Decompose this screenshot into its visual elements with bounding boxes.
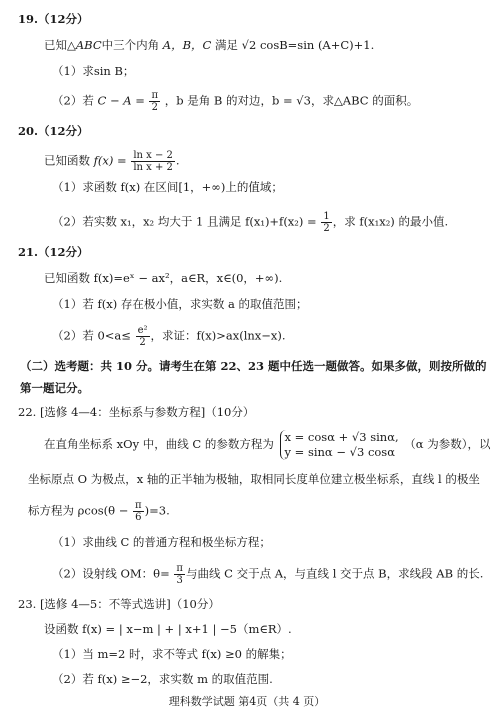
fraction-pi-over-6: $\frac{\pi}{6}$ <box>135 500 142 523</box>
section-elective-intro-line2: 第一题记分。 <box>20 381 89 395</box>
page-footer: 理科数学试题 第4页（共 4 页） <box>168 695 326 708</box>
fraction-e2-over-2: $\frac{\text{e²}}{2}$ <box>137 325 148 348</box>
q23-header: 23. [选修 4—5：不等式选讲]（10分） <box>18 597 220 611</box>
q20-part1: （1）求函数 f(x) 在区间[1，+∞)上的值域； <box>52 180 283 194</box>
q21-header: 21.（12分） <box>18 245 89 259</box>
parametric-system: x = cosα + √3 sinα, y = sinα − √3 cosα <box>280 430 399 460</box>
q20-header: 20.（12分） <box>18 124 89 138</box>
fraction-one-half: $\frac{1}{2}$ <box>323 211 330 234</box>
q22-stem-line2: 坐标原点 O 为极点，x 轴的正半轴为极轴，取相同长度单位建立极坐标系，直线 l 的极坐 <box>28 472 480 486</box>
fraction-pi-over-3: $\frac{\pi}{3}$ <box>176 563 183 586</box>
fraction-lnx: $\frac{\text{ln x − 2}}{\text{ln x + 2}}$ <box>133 150 173 173</box>
q23-part2: （2）若 f(x) ≥−2，求实数 m 的取值范围. <box>52 672 273 686</box>
q23-part1: （1）当 m=2 时，求不等式 f(x) ≥0 的解集； <box>52 647 292 661</box>
q21-part1: （1）若 f(x) 存在极小值，求实数 a 的取值范围； <box>52 297 308 311</box>
q21-stem: 已知函数 f(x)=eˣ − ax²，a∈R，x∈(0，+∞). <box>44 271 283 285</box>
q21-part2: （2）若 0<a≤ $\frac{\text{e²}}{2}$ ，求证：f(x)>ax(lnx−x). <box>52 325 286 348</box>
q19-stem: 已知△ABC中三个内角 A，B，C 满足 √2 cosB=sin (A+C)+1. <box>44 38 375 52</box>
q20-stem: 已知函数 f(x) = $\frac{\text{ln x − 2}}{\text{ln x + 2}}$ . <box>44 150 180 173</box>
q22-part2: （2）设射线 OM：θ= $\frac{\pi}{3}$ 与曲线 C 交于点 A，与直线 l 交于点 B，求线段 AB 的长. <box>52 563 484 586</box>
fraction-pi-over-2: $\frac{\pi}{2}$ <box>151 90 159 113</box>
q19-part2: （2）若 C − A = $\frac{\pi}{2}$ ，b 是角 B 的对边，b = √3，求△ABC 的面积。 <box>52 90 419 113</box>
section-elective-intro-line1: （二）选考题：共 10 分。请考生在第 22、23 题中任选一题做答。如果多做，则按所做的 <box>20 359 487 373</box>
q22-stem: 在直角坐标系 xOy 中，曲线 C 的参数方程为 x = cosα + √3 sinα, y = sinα − √3 cosα （α 为参数），以 <box>44 430 491 459</box>
q19-part1: （1）求sin B； <box>52 64 135 78</box>
q22-header: 22. [选修 4—4：坐标系与参数方程]（10分） <box>18 405 255 419</box>
q23-stem: 设函数 f(x) = | x−m | + | x+1 | −5（m∈R）. <box>44 622 292 636</box>
q19-header: 19.（12分） <box>18 12 89 26</box>
q22-part1: （1）求曲线 C 的普通方程和极坐标方程； <box>52 535 271 549</box>
q22-stem-line3: 标方程为 ρcos(θ − $\frac{\pi}{6}$ )=3. <box>28 500 170 523</box>
q20-part2: （2）若实数 x₁，x₂ 均大于 1 且满足 f(x₁)+f(x₂) = $\frac{1}{2}$ ，求 f(x₁x₂) 的最小值. <box>52 211 449 234</box>
